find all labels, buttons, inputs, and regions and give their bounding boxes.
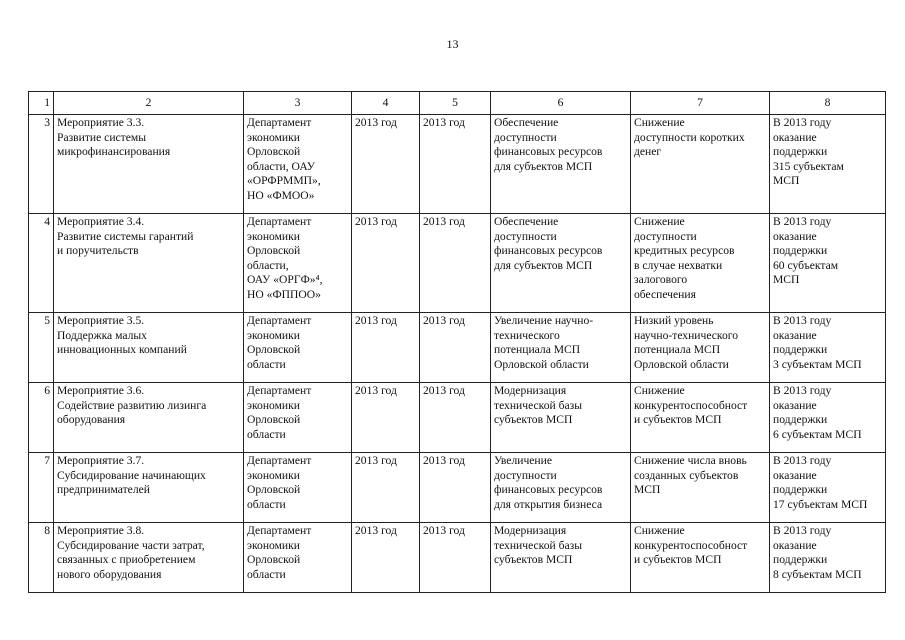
page-number: 13 (446, 37, 459, 51)
column-header: 3 (244, 92, 352, 115)
result-cell: Модернизация технической базы субъектов МСП (491, 523, 631, 593)
indicator-cell: В 2013 году оказание поддержки 60 субъектам МСП (770, 214, 886, 313)
indicator-cell: В 2013 году оказание поддержки 6 субъектам МСП (770, 383, 886, 453)
event-cell: Мероприятие 3.7. Субсидирование начинающих предпринимателей (54, 453, 244, 523)
column-header: 8 (770, 92, 886, 115)
column-header: 1 (29, 92, 54, 115)
result-cell: Обеспечение доступности финансовых ресурсов для субъектов МСП (491, 214, 631, 313)
result-cell: Увеличение научно- технического потенциала МСП Орловской области (491, 313, 631, 383)
end-cell: 2013 год (420, 523, 491, 593)
consequence-cell: Снижение доступности коротких денег (631, 115, 770, 214)
row-number: 4 (29, 214, 54, 313)
executor-cell: Департамент экономики Орловской области (244, 383, 352, 453)
column-header: 6 (491, 92, 631, 115)
executor-cell: Департамент экономики Орловской области, ОАУ «ОРФРММП», НО «ФМОО» (244, 115, 352, 214)
start-cell: 2013 год (352, 313, 420, 383)
start-cell: 2013 год (352, 383, 420, 453)
table-row (29, 383, 886, 453)
measures-table (28, 91, 886, 593)
end-cell: 2013 год (420, 383, 491, 453)
indicator-cell: В 2013 году оказание поддержки 315 субъектам МСП (770, 115, 886, 214)
indicator-cell: В 2013 году оказание поддержки 3 субъектам МСП (770, 313, 886, 383)
table-row (29, 523, 886, 593)
event-cell: Мероприятие 3.3. Развитие системы микрофинансирования (54, 115, 244, 214)
end-cell: 2013 год (420, 115, 491, 214)
table-row (29, 115, 886, 214)
table-row (29, 453, 886, 523)
start-cell: 2013 год (352, 453, 420, 523)
start-cell: 2013 год (352, 214, 420, 313)
consequence-cell: Снижение доступности кредитных ресурсов в случае нехватки залогового обеспечения (631, 214, 770, 313)
column-header: 4 (352, 92, 420, 115)
event-cell: Мероприятие 3.6. Содействие развитию лизинга оборудования (54, 383, 244, 453)
event-cell: Мероприятие 3.5. Поддержка малых инновационных компаний (54, 313, 244, 383)
row-number: 6 (29, 383, 54, 453)
row-number: 3 (29, 115, 54, 214)
end-cell: 2013 год (420, 313, 491, 383)
column-header: 7 (631, 92, 770, 115)
table-row (29, 313, 886, 383)
row-number: 7 (29, 453, 54, 523)
column-header: 5 (420, 92, 491, 115)
consequence-cell: Снижение конкурентоспособност и субъектов МСП (631, 523, 770, 593)
executor-cell: Департамент экономики Орловской области (244, 453, 352, 523)
indicator-cell: В 2013 году оказание поддержки 8 субъектам МСП (770, 523, 886, 593)
end-cell: 2013 год (420, 453, 491, 523)
column-header: 2 (54, 92, 244, 115)
row-number: 5 (29, 313, 54, 383)
row-number: 8 (29, 523, 54, 593)
consequence-cell: Снижение числа вновь созданных субъектов МСП (631, 453, 770, 523)
result-cell: Модернизация технической базы субъектов МСП (491, 383, 631, 453)
indicator-cell: В 2013 году оказание поддержки 17 субъектам МСП (770, 453, 886, 523)
executor-cell: Департамент экономики Орловской области (244, 313, 352, 383)
executor-cell: Департамент экономики Орловской области, ОАУ «ОРГФ»⁴, НО «ФППОО» (244, 214, 352, 313)
executor-cell: Департамент экономики Орловской области (244, 523, 352, 593)
table-row (29, 214, 886, 313)
consequence-cell: Снижение конкурентоспособност и субъектов МСП (631, 383, 770, 453)
result-cell: Увеличение доступности финансовых ресурсов для открытия бизнеса (491, 453, 631, 523)
start-cell: 2013 год (352, 115, 420, 214)
event-cell: Мероприятие 3.8. Субсидирование части затрат, связанных с приобретением нового оборудования (54, 523, 244, 593)
event-cell: Мероприятие 3.4. Развитие системы гарантий и поручительств (54, 214, 244, 313)
consequence-cell: Низкий уровень научно-технического потенциала МСП Орловской области (631, 313, 770, 383)
result-cell: Обеспечение доступности финансовых ресурсов для субъектов МСП (491, 115, 631, 214)
header-row (29, 92, 886, 115)
end-cell: 2013 год (420, 214, 491, 313)
start-cell: 2013 год (352, 523, 420, 593)
